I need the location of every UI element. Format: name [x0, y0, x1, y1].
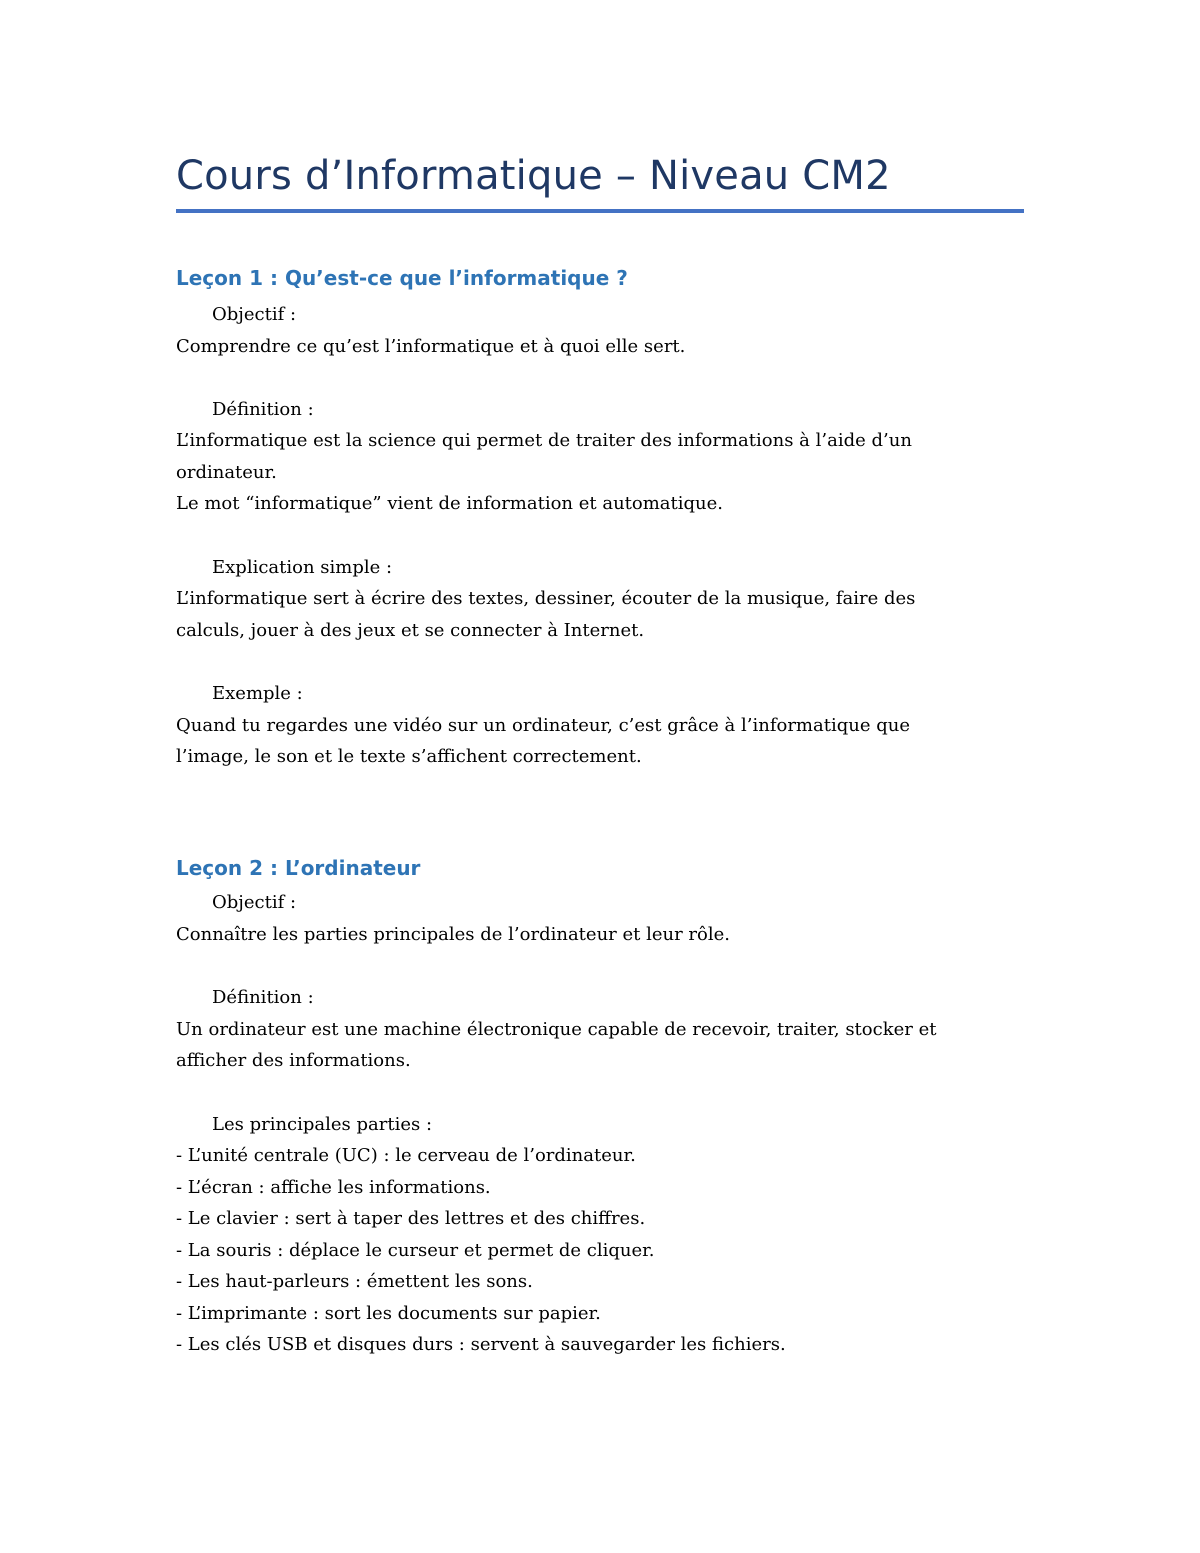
lesson-2-part-item: - La souris : déplace le curseur et permet de cliquer.	[176, 1240, 655, 1261]
lesson-2-objective-text: Connaître les parties principales de l’ordinateur et leur rôle.	[176, 924, 730, 945]
title-underline-rule	[176, 209, 1024, 213]
lesson-2-part-item: - L’écran : affiche les informations.	[176, 1177, 491, 1198]
lesson-2-definition-line: Un ordinateur est une machine électronique capable de recevoir, traiter, stocker et	[176, 1019, 937, 1040]
lesson-1-explanation-line: L’informatique sert à écrire des textes, dessiner, écouter de la musique, faire des	[176, 588, 916, 609]
lesson-2-definition-line: afficher des informations.	[176, 1050, 411, 1071]
lesson-2-heading: Leçon 2 : L’ordinateur	[176, 856, 421, 880]
lesson-1-objective-label: Objectif :	[212, 304, 297, 325]
lesson-1-explanation-label: Explication simple :	[212, 557, 393, 578]
lesson-1-definition-line: L’informatique est la science qui permet de traiter des informations à l’aide d’un	[176, 430, 912, 451]
lesson-1-heading: Leçon 1 : Qu’est-ce que l’informatique ?	[176, 266, 628, 290]
lesson-2-parts-label: Les principales parties :	[212, 1114, 433, 1135]
lesson-2-part-item: - L’unité centrale (UC) : le cerveau de l’ordinateur.	[176, 1145, 636, 1166]
lesson-1-definition-line: Le mot “informatique” vient de information et automatique.	[176, 493, 724, 514]
document-title: Cours d’Informatique – Niveau CM2	[176, 153, 891, 199]
lesson-1-example-line: Quand tu regardes une vidéo sur un ordinateur, c’est grâce à l’informatique que	[176, 715, 910, 736]
lesson-2-objective-label: Objectif :	[212, 892, 297, 913]
lesson-1-objective-text: Comprendre ce qu’est l’informatique et à quoi elle sert.	[176, 336, 686, 357]
lesson-2-part-item: - Les haut-parleurs : émettent les sons.	[176, 1271, 533, 1292]
lesson-2-part-item: - L’imprimante : sort les documents sur papier.	[176, 1303, 601, 1324]
lesson-2-definition-label: Définition :	[212, 987, 314, 1008]
lesson-2-part-item: - Le clavier : sert à taper des lettres et des chiffres.	[176, 1208, 646, 1229]
lesson-1-definition-line: ordinateur.	[176, 462, 277, 483]
lesson-1-definition-label: Définition :	[212, 399, 314, 420]
lesson-1-explanation-line: calculs, jouer à des jeux et se connecter à Internet.	[176, 620, 645, 641]
lesson-2-part-item: - Les clés USB et disques durs : servent à sauvegarder les fichiers.	[176, 1334, 786, 1355]
lesson-1-example-line: l’image, le son et le texte s’affichent correctement.	[176, 746, 642, 767]
lesson-1-example-label: Exemple :	[212, 683, 303, 704]
